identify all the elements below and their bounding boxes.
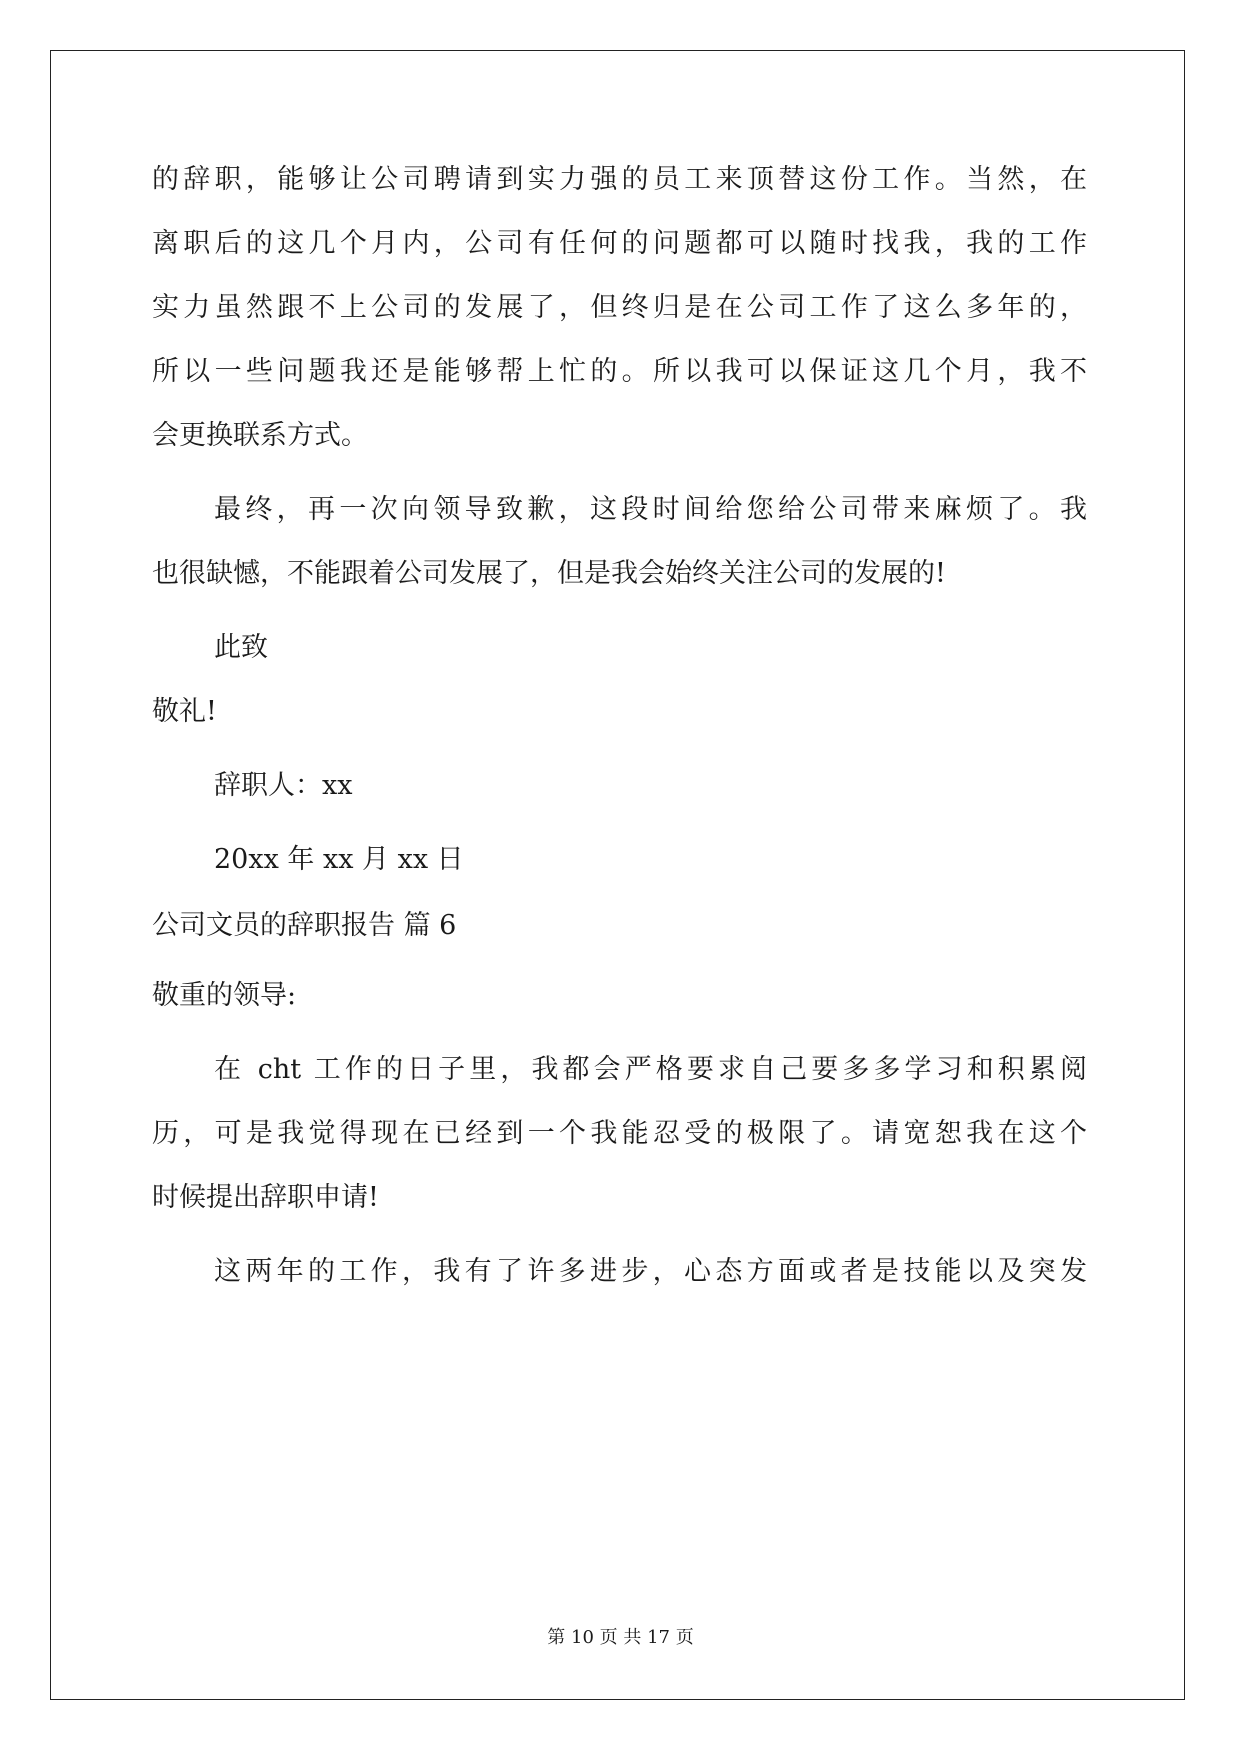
text-line: 会更换联系方式。 (152, 420, 368, 451)
signatory: 辞职人：xx (214, 770, 353, 801)
text-line: 历，可是我觉得现在已经到一个我能忍受的极限了。请宽恕我在这个 (152, 1118, 1087, 1149)
text-line: 的辞职，能够让公司聘请到实力强的员工来顶替这份工作。当然，在 (152, 164, 1087, 195)
text-line: 离职后的这几个月内，公司有任何的问题都可以随时找我，我的工作 (152, 228, 1087, 259)
text-line: 时候提出辞职申请! (152, 1182, 379, 1213)
closing-respect: 敬礼! (152, 696, 217, 727)
greeting: 敬重的领导: (152, 980, 297, 1011)
page-footer: 第 10 页 共 17 页 (547, 1627, 694, 1648)
closing-salutation: 此致 (214, 632, 268, 663)
text-line: 最终，再一次向领导致歉，这段时间给您给公司带来麻烦了。我 (214, 494, 1087, 525)
date-line: 20xx 年 xx 月 xx 日 (214, 844, 464, 875)
text-line: 在 cht 工作的日子里，我都会严格要求自己要多多学习和积累阅 (214, 1054, 1087, 1085)
text-line: 也很缺憾，不能跟着公司发展了，但是我会始终关注公司的发展的! (152, 558, 946, 589)
text-line: 这两年的工作，我有了许多进步，心态方面或者是技能以及突发 (214, 1256, 1087, 1287)
text-line: 所以一些问题我还是能够帮上忙的。所以我可以保证这几个月，我不 (152, 356, 1087, 387)
section-heading: 公司文员的辞职报告 篇 6 (152, 910, 457, 941)
text-line: 实力虽然跟不上公司的发展了，但终归是在公司工作了这么多年的， (152, 292, 1087, 323)
